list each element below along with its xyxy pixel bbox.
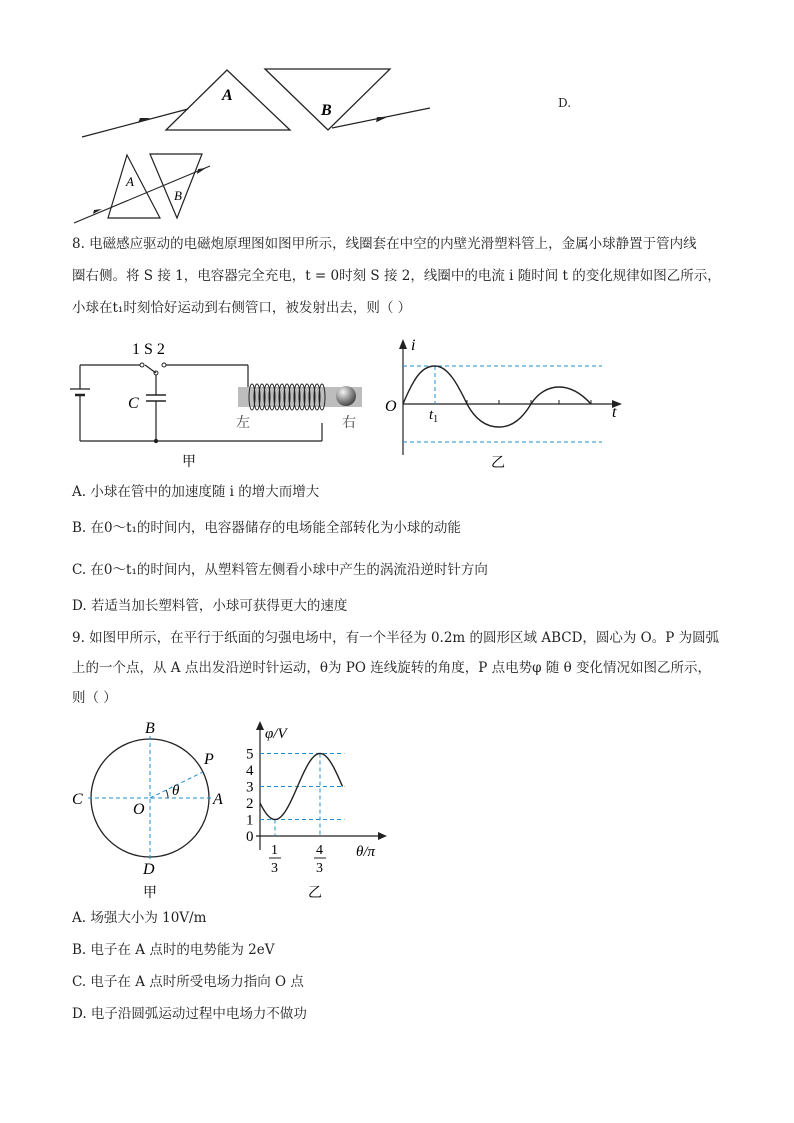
q8-stem-line1: 8. 电磁感应驱动的电磁炮原理图如图甲所示，线圈套在中空的内壁光滑塑料管上，金属小球静置于管内线 (72, 236, 697, 252)
caption-jia-9: 甲 (143, 885, 157, 901)
x-tick-num-0: 1 (270, 843, 278, 858)
q7-prism-figure-bottom (70, 150, 230, 226)
q9-circle-figure (70, 716, 240, 902)
q9-option-d: D. 电子沿圆弧运动过程中电场力不做功 (72, 1006, 307, 1022)
right-label: 右 (342, 415, 356, 431)
x-axis-label-theta: θ/π (356, 844, 376, 860)
y-tick-0: 0 (246, 829, 254, 845)
q9-option-c: C. 电子在 A 点时所受电场力指向 O 点 (72, 974, 304, 990)
label-b: B (321, 102, 332, 119)
label-A: A (213, 791, 223, 808)
prism-a-small (108, 155, 160, 218)
y-axis-arrow (256, 721, 264, 730)
q8-stem-line2: 圈右侧。将 S 接 1，电容器完全充电，t = 0时刻 S 接 2，线圈中的电流 i 随时间 t 的变化规律如图乙所示， (72, 268, 721, 284)
label-b-small: B (174, 188, 182, 203)
q7-option-d: D. (558, 96, 572, 110)
caption-jia: 甲 (182, 454, 196, 470)
left-label: 左 (236, 415, 250, 431)
y-axis-label-i: i (411, 337, 416, 354)
q8-option-a: A. 小球在管中的加速度随 i 的增大而增大 (72, 484, 320, 500)
q8-option-d: D. 若适当加长塑料管，小球可获得更大的速度 (72, 598, 348, 614)
q9-stem-line2: 上的一个点，从 A 点出发沿逆时针运动，θ为 PO 连线旋转的角度，P 点电势φ 随 θ 变化情况如图乙所示， (72, 660, 712, 676)
switch-label: 1 S 2 (132, 341, 165, 358)
label-a-small: A (126, 174, 134, 189)
q9-potential-graph (238, 716, 388, 902)
label-B: B (145, 720, 155, 737)
label-D: D (143, 861, 155, 878)
origin-label: O (385, 398, 397, 415)
x-axis-label-t: t (612, 404, 617, 421)
x-tick-num-1: 4 (315, 843, 323, 858)
label-O: O (133, 801, 145, 818)
caption-yi: 乙 (491, 455, 505, 471)
label-theta: θ (172, 783, 180, 799)
q8-option-b: B. 在0～t₁的时间内，电容器储存的电场能全部转化为小球的动能 (72, 520, 461, 536)
metal-ball (336, 386, 356, 406)
q8-current-graph (378, 335, 630, 475)
capacitor-label: C (128, 395, 139, 412)
y-tick-2: 2 (246, 796, 254, 812)
label-P: P (204, 751, 214, 768)
q9-stem-line1: 9. 如图甲所示，在平行于纸面的匀强电场中，有一个半径为 0.2m 的圆形区域 ABCD，圆心为 O。P 为圆弧 (72, 630, 720, 646)
y-tick-5: 5 (246, 746, 254, 763)
y-tick-4: 4 (246, 763, 254, 779)
x-tick-den-0: 3 (270, 861, 278, 876)
t1-label: $t_1$ (429, 407, 439, 425)
label-a: A (222, 87, 233, 104)
q9-option-a: A. 场强大小为 10V/m (72, 910, 207, 926)
y-tick-1: 1 (246, 812, 254, 829)
q8-option-c: C. 在0～t₁的时间内，从塑料管左侧看小球中产生的涡流沿逆时针方向 (72, 562, 488, 578)
prism-b-small (150, 154, 202, 218)
q8-stem-line3: 小球在t₁时刻恰好运动到右侧管口，被发射出去，则（ ） (72, 300, 412, 316)
label-C: C (72, 791, 83, 808)
x-tick-den-1: 3 (315, 861, 323, 876)
q9-option-b: B. 电子在 A 点时的电势能为 2eV (72, 942, 275, 958)
y-axis-label-phi: φ/V (265, 726, 287, 742)
q8-circuit-figure (60, 335, 372, 475)
caption-yi-9: 乙 (308, 885, 322, 901)
x-axis-arrow (378, 832, 387, 840)
q9-stem-line3: 则（ ） (72, 690, 117, 706)
prism-b (265, 69, 390, 130)
y-tick-3: 3 (246, 779, 254, 796)
q7-prism-figure-top (70, 62, 440, 144)
